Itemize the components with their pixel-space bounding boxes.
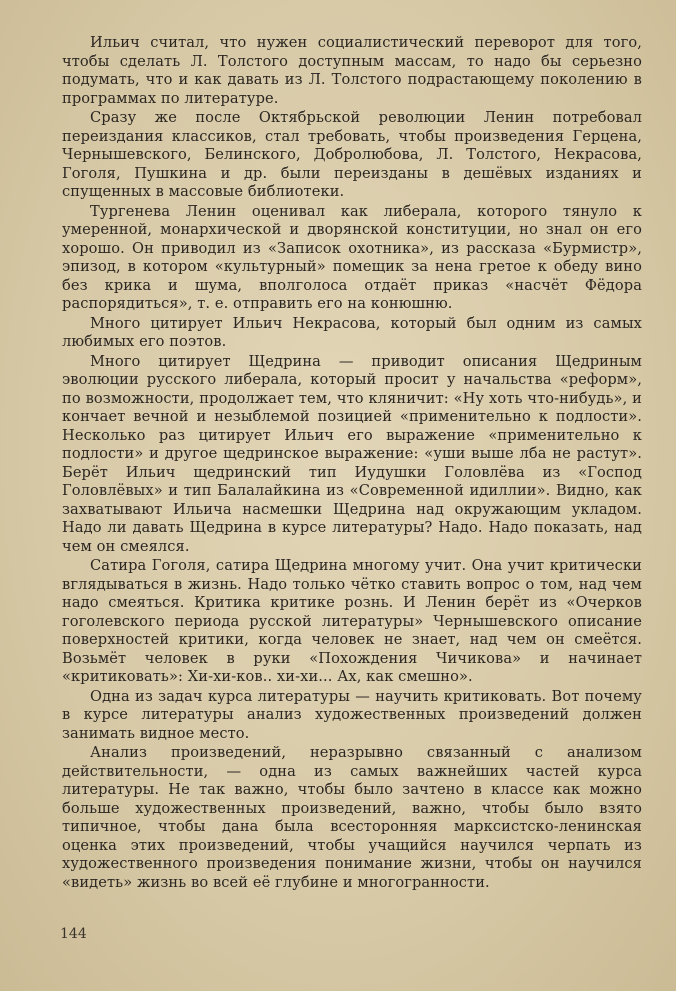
paragraph-7: Одна из задач курса литературы — научить критиковать. Вот почему в курсе литературы анализ художественных произведений должен занимать видное место. bbox=[62, 687, 642, 742]
paragraph-6: Сатира Гоголя, сатира Щедрина многому учит. Она учит критически вглядываться в жизнь. Надо только чётко ставить вопрос о том, над чем надо смеяться. Критика критике рознь. И Ленин берёт из «Очерков гоголевского периода русской литературы» Чернышевского описание поверхностей критики, когда человек не знает, над чем он смеётся. Возьмёт человек в руки «Похождения Чичикова» и начинает «критиковать»: Хи-хи-ков.. хи-хи... Ах, как смешно». bbox=[62, 557, 642, 685]
page-number: 144 bbox=[60, 926, 87, 942]
paragraph-4: Много цитирует Ильич Некрасова, который был одним из самых любимых его поэтов. bbox=[62, 314, 642, 350]
paragraph-8: Анализ произведений, неразрывно связанный с анализом действительности, — одна из самых важнейших частей курса литературы. Не так важно, чтобы было зачтено в классе как можно больше художественных произведений, важно, чтобы было взято типичное, чтобы дана была всесторонняя марксистско-ленинская оценка этих произведений, чтобы учащийся научился черпать из художественного произведения понимание жизни, чтобы он научился «видеть» жизнь во всей её глубине и многогранности. bbox=[62, 744, 642, 891]
paragraph-1: Ильич считал, что нужен социалистический переворот для того, чтобы сделать Л. Толстого доступным массам, то надо бы серьезно подумать, что и как давать из Л. Толстого подрастающему поколению в программах по литературе. bbox=[62, 34, 642, 107]
paragraph-2: Сразу же после Октябрьской революции Ленин потребовал переиздания классиков, стал требовать, чтобы произведения Герцена, Чернышевского, Белинского, Добролюбова, Л. Толстого, Некрасова, Гоголя, Пушкина и др. были переизданы в дешёвых изданиях и спущенных в массовые библиотеки. bbox=[62, 109, 642, 200]
paragraph-5: Много цитирует Щедрина — приводит описания Щедриным эволюции русского либерала, который просит у начальства «реформ», по возможности, продолжает тем, что кляничит: «Ну хоть что-нибудь», и кончает вечной и незыблемой позицией «применительно к подлости». Несколько раз цитирует Ильич его выражение «применительно к подлости» и другое щедринское выражение: «уши выше лба не растут». Берёт Ильич щедринский тип Иудушки Головлёва из «Господ Головлёвых» и тип Балалайкина из «Современной идиллии». Видно, как захватывают Ильича насмешки Щедрина над окружающим укладом. Надо ли давать Щедрина в курсе литературы? Надо. Надо показать, над чем он смеялся. bbox=[62, 352, 642, 555]
paragraph-3: Тургенева Ленин оценивал как либерала, которого тянуло к умеренной, монархической и дворянской конституции, но знал он его хорошо. Он приводил из «Записок охотника», из рассказа «Бурмистр», эпизод, в котором «культурный» помещик за нена гретое к обеду вино без крика и шума, вполголоса отдаёт приказ «насчёт Фёдора распорядиться», т. е. отправить его на конюшню. bbox=[62, 202, 642, 312]
page-text bbox=[62, 34, 642, 892]
